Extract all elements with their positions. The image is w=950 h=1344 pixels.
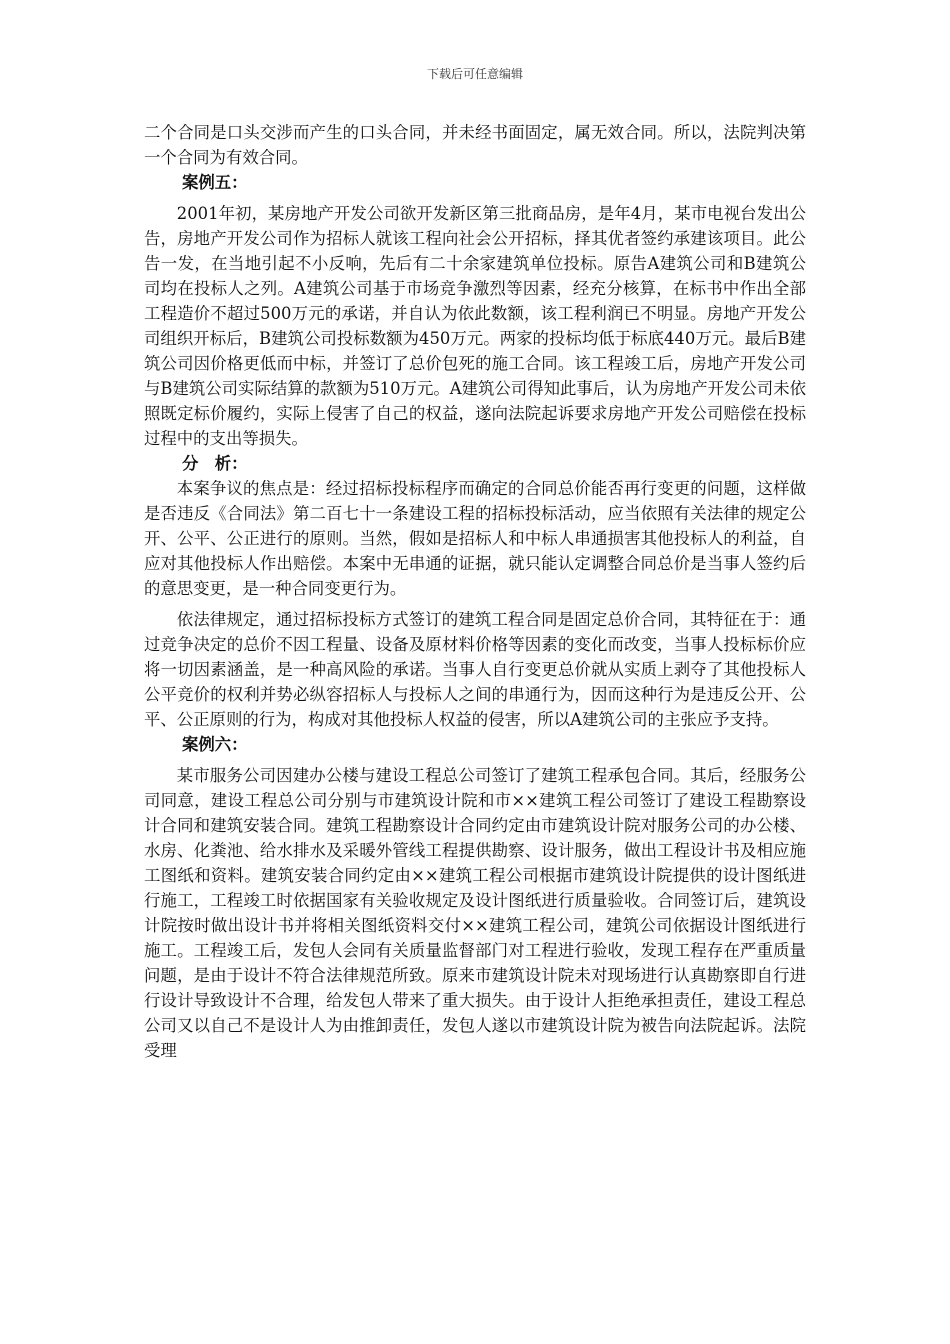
page-header: 下载后可任意编辑 <box>426 67 523 81</box>
document-body <box>144 120 806 1063</box>
paragraph-case-five: 2001年初，某房地产开发公司欲开发新区第三批商品房，是年4月，某市电视台发出公告，房地产开发公司作为招标人就该工程向社会公开招标，择其优者签约承建该项目。此公告一发，在当地引起不小反响，先后有二十余家建筑单位投标。原告A建筑公司和B建筑公司均在投标人之列。A建筑公司基于市场竞争激烈等因素，经充分核算，在标书中作出全部工程造价不超过500万元的承诺，并自认为依此数额，该工程利润已不明显。房地产开发公司组织开标后，B建筑公司投标数额为450万元。两家的投标均低于标底440万元。最后B建筑公司因价格更低而中标，并签订了总价包死的施工合同。该工程竣工后，房地产开发公司与B建筑公司实际结算的款额为510万元。A建筑公司得知此事后，认为房地产开发公司未依照既定标价履约，实际上侵害了自己的权益，遂向法院起诉要求房地产开发公司赔偿在投标过程中的支出等损失。 <box>144 204 806 448</box>
paragraph-contract-validity: 二个合同是口头交涉而产生的口头合同，并未经书面固定，属无效合同。所以，法院判决第一个合同为有效合同。 <box>144 123 806 167</box>
heading-analysis: 分 析： <box>182 454 248 473</box>
heading-case-five: 案例五： <box>182 173 248 192</box>
paragraph-analysis-law: 依法律规定，通过招标投标方式签订的建筑工程合同是固定总价合同，其特征在于：通过竞争决定的总价不因工程量、设备及原材料价格等因素的变化而改变，当事人投标标价应将一切因素涵盖，是一种高风险的承诺。当事人自行变更总价就从实质上剥夺了其他投标人公平竞价的权利并势必纵容招标人与投标人之间的串通行为，因而这种行为是违反公开、公平、公正原则的行为，构成对其他投标人权益的侵害，所以A建筑公司的主张应予支持。 <box>144 610 806 729</box>
paragraph-analysis-focus: 本案争议的焦点是：经过招标投标程序而确定的合同总价能否再行变更的问题，这样做是否违反《合同法》第二百七十一条建设工程的招标投标活动，应当依照有关法律的规定公开、公平、公正进行的原则。当然，假如是招标人和中标人串通损害其他投标人的利益，自应对其他投标人作出赔偿。本案中无串通的证据，就只能认定调整合同总价是当事人签约后的意思变更，是一种合同变更行为。 <box>144 479 806 598</box>
heading-case-six: 案例六： <box>182 735 248 754</box>
paragraph-case-six: 某市服务公司因建办公楼与建设工程总公司签订了建筑工程承包合同。其后，经服务公司同意，建设工程总公司分别与市建筑设计院和市××建筑工程公司签订了建设工程勘察设计合同和建筑安装合同。建筑工程勘察设计合同约定由市建筑设计院对服务公司的办公楼、水房、化粪池、给水排水及采暖外管线工程提供勘察、设计服务，做出工程设计书及相应施工图纸和资料。建筑安装合同约定由××建筑工程公司根据市建筑设计院提供的设计图纸进行施工，工程竣工时依据国家有关验收规定及设计图纸进行质量验收。合同签订后，建筑设计院按时做出设计书并将相关图纸资料交付××建筑工程公司，建筑公司依据设计图纸进行施工。工程竣工后，发包人会同有关质量监督部门对工程进行验收，发现工程存在严重质量问题，是由于设计不符合法律规范所致。原来市建筑设计院未对现场进行认真勘察即自行进行设计导致设计不合理，给发包人带来了重大损失。由于设计人拒绝承担责任，建设工程总公司又以自己不是设计人为由推卸责任，发包人遂以市建筑设计院为被告向法院起诉。法院受理 <box>144 766 806 1060</box>
